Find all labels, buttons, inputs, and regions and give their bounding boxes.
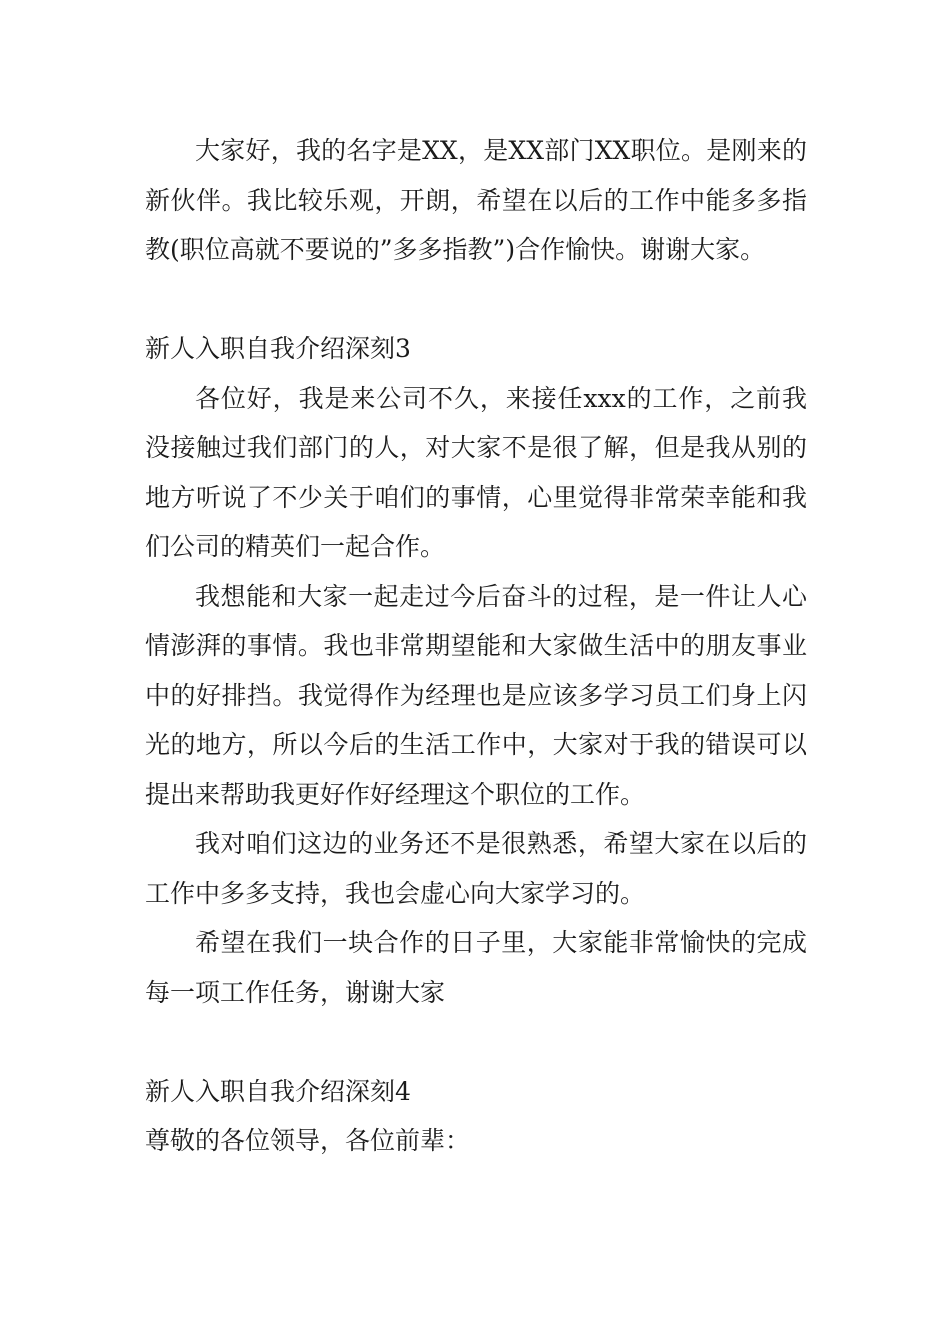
intro-paragraph: 大家好，我的名字是XX，是XX部门XX职位。是刚来的新伙伴。我比较乐观，开朗，希望在以后的工作中能多多指教(职位高就不要说的”多多指教”)合作愉快。谢谢大家。 — [145, 136, 807, 264]
section-3-paragraph-1: 各位好，我是来公司不久，来接任xxx的工作，之前我没接触过我们部门的人，对大家不是很了解，但是我从别的地方听说了不少关于咱们的事情，心里觉得非常荣幸能和我们公司的精英们一起合作。 — [145, 383, 807, 561]
section-3-paragraph-4: 希望在我们一块合作的日子里，大家能非常愉快的完成每一项工作任务，谢谢大家 — [145, 928, 807, 1007]
document-page — [145, 126, 807, 1166]
section-4-salutation: 尊敬的各位领导，各位前辈： — [145, 1126, 471, 1155]
section-3-paragraph-2: 我想能和大家一起走过今后奋斗的过程，是一件让人心情澎湃的事情。我也非常期望能和大家做生活中的朋友事业中的好排挡。我觉得作为经理也是应该多学习员工们身上闪光的地方，所以今后的生活工作中，大家对于我的错误可以提出来帮助我更好作好经理这个职位的工作。 — [145, 581, 807, 809]
section-4-heading: 新人入职自我介绍深刻4 — [145, 1076, 411, 1106]
section-3-paragraph-3: 我对咱们这边的业务还不是很熟悉，希望大家在以后的工作中多多支持，我也会虚心向大家学习的。 — [145, 829, 807, 908]
section-3-heading: 新人入职自我介绍深刻3 — [145, 334, 411, 363]
